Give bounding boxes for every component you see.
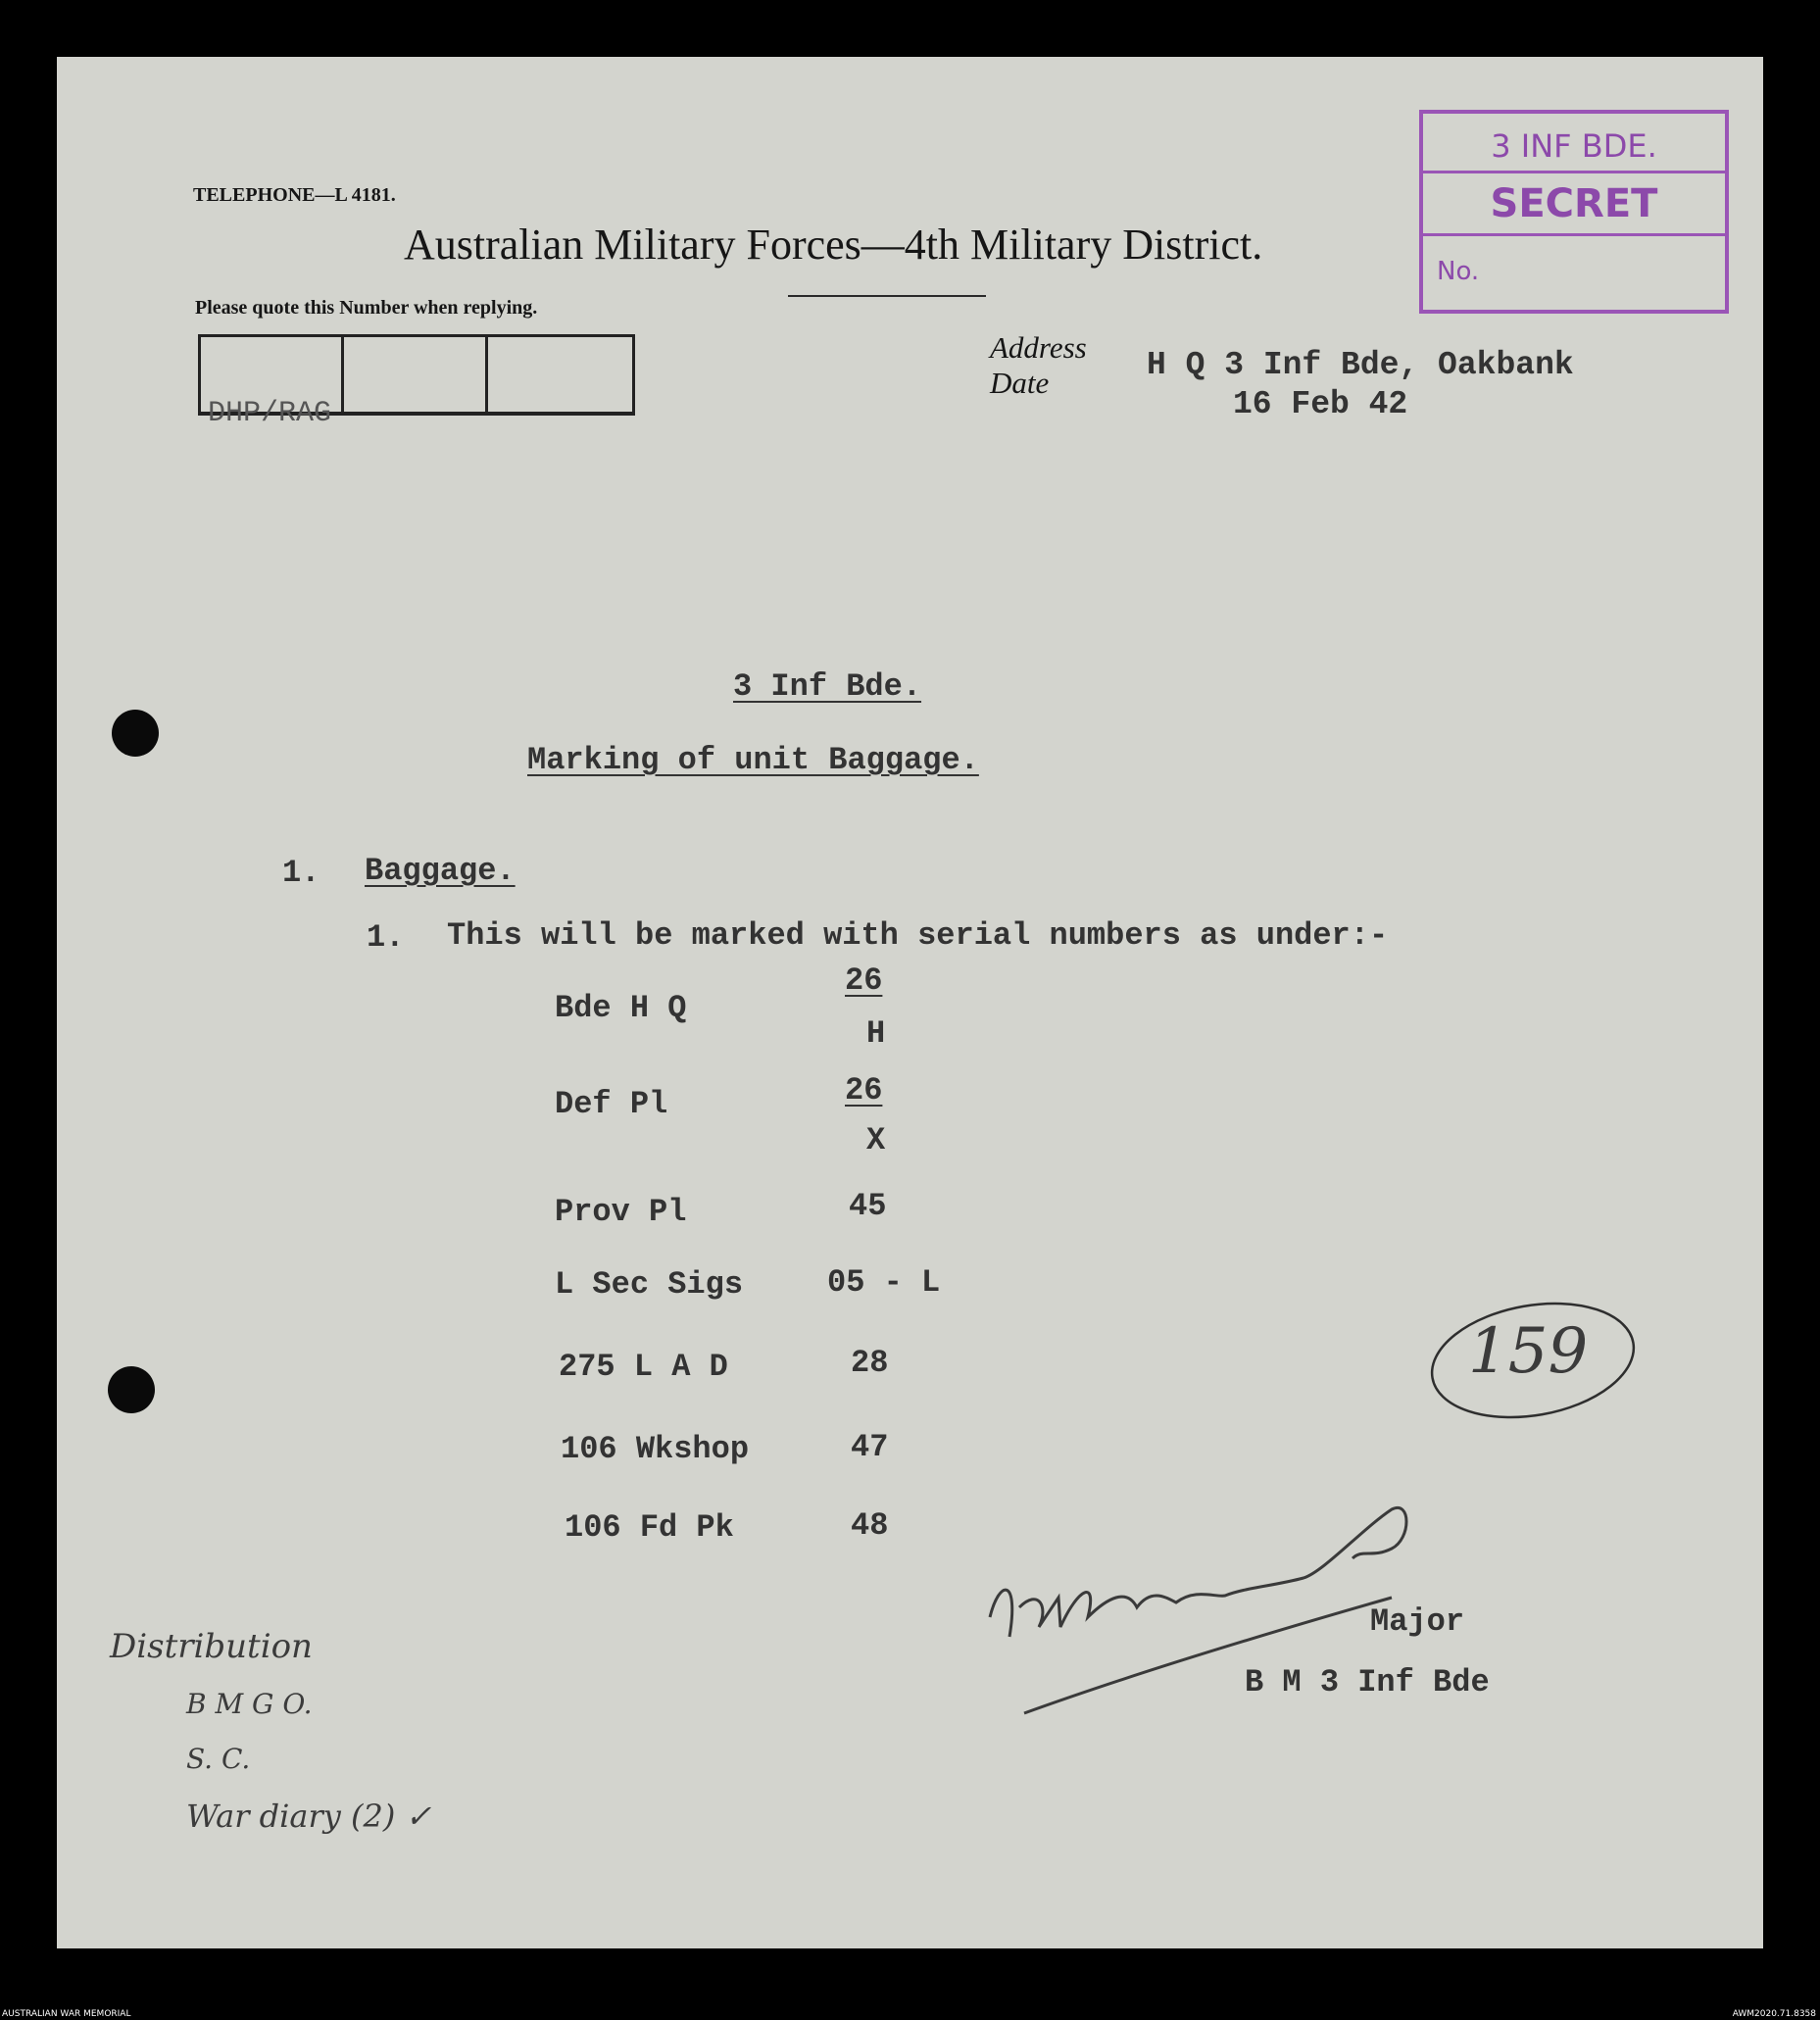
punch-hole (112, 710, 159, 757)
serial-unit: Prov Pl (555, 1194, 687, 1230)
serial-number: 48 (851, 1507, 889, 1544)
serial-unit: 106 Fd Pk (565, 1509, 734, 1546)
stamp-classification: SECRET (1490, 181, 1658, 226)
paragraph-text: This will be marked with serial numbers as under:- (447, 917, 1389, 954)
distribution-item: S. C. (186, 1743, 251, 1775)
serial-number: 26 (845, 1072, 883, 1109)
distribution-item: B M G O. (186, 1688, 313, 1720)
footer-right: AWM2020.71.8358 (1732, 2009, 1816, 2019)
section-title: Baggage. (365, 853, 516, 889)
serial-number: 26 (845, 962, 883, 999)
serial-unit: L Sec Sigs (555, 1266, 744, 1303)
stamp-number-label: No. (1437, 257, 1480, 286)
serial-number: 45 (849, 1188, 887, 1224)
distribution-title: Distribution (110, 1627, 313, 1666)
signature-rank: Major (1370, 1603, 1465, 1640)
reference-box-divider (485, 337, 488, 412)
date-value: 16 Feb 42 (1233, 386, 1408, 422)
address-value: H Q 3 Inf Bde, Oakbank (1147, 347, 1574, 383)
title-rule (788, 295, 986, 297)
reference-box-divider (341, 337, 344, 412)
date-label: Date (990, 366, 1050, 400)
stamp-classification-row (1423, 174, 1725, 236)
stamp-unit: 3 INF BDE. (1491, 127, 1657, 165)
telephone-line: TELEPHONE—L 4181. (193, 184, 396, 206)
serial-number: 47 (851, 1429, 889, 1465)
serial-unit: 275 L A D (559, 1349, 728, 1385)
footer-left: AUSTRALIAN WAR MEMORIAL (2, 2009, 131, 2019)
stamp-unit-row (1423, 122, 1725, 173)
letterhead-title: Australian Military Forces—4th Military District. (404, 221, 1263, 269)
serial-unit: Def Pl (555, 1086, 668, 1122)
folio-number: 159 (1468, 1315, 1589, 1388)
distribution-item: War diary (2) ✓ (186, 1798, 432, 1835)
paragraph-number: 1. (367, 919, 405, 956)
serial-unit: 106 Wkshop (561, 1431, 750, 1467)
serial-number: 28 (851, 1345, 889, 1381)
quote-note: Please quote this Number when replying. (195, 297, 538, 319)
serial-suffix: X (866, 1122, 886, 1158)
reference-code: DHP/RAG (208, 397, 332, 430)
serial-unit: Bde H Q (555, 990, 687, 1026)
punch-hole (108, 1366, 155, 1413)
section-number: 1. (282, 855, 320, 891)
address-label: Address (990, 330, 1087, 365)
signature-appointment: B M 3 Inf Bde (1245, 1664, 1490, 1700)
secret-stamp (1419, 110, 1729, 314)
document-heading: 3 Inf Bde. (733, 668, 922, 705)
serial-number: 05 - L (827, 1264, 941, 1301)
document-subject: Marking of unit Baggage. (527, 742, 979, 778)
serial-suffix: H (866, 1015, 886, 1052)
